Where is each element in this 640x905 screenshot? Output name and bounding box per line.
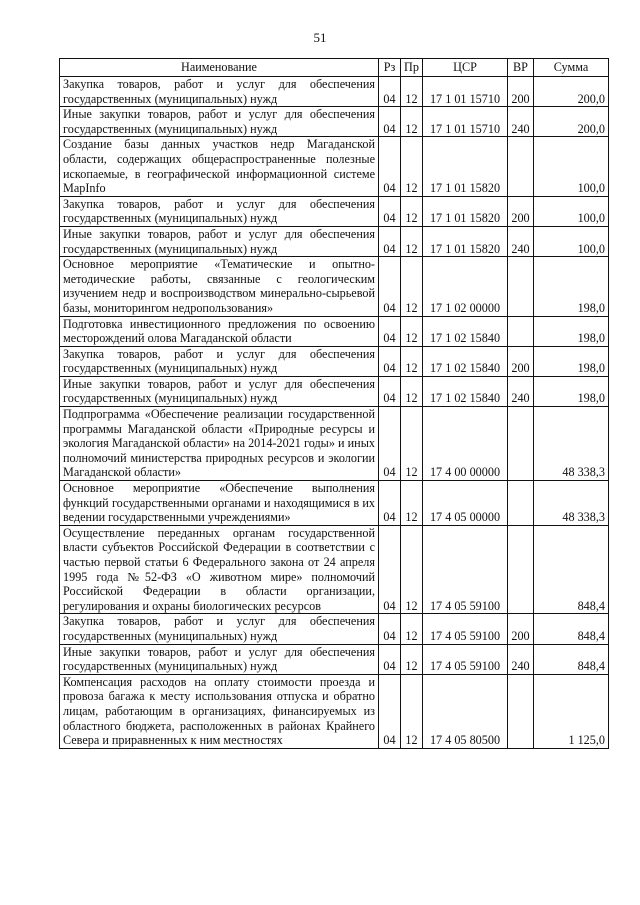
cell-pr: 12 <box>401 316 423 346</box>
cell-pr: 12 <box>401 77 423 107</box>
table-row <box>60 346 609 376</box>
cell-csr: 17 1 02 15840 <box>423 316 508 346</box>
cell-rz: 04 <box>379 674 401 748</box>
cell-csr: 17 1 02 15840 <box>423 346 508 376</box>
cell-name: Основное мероприятие «Тематические и опытно-методические работы, связанные с геологическим изучением недр и воспроизводством минерально-сырьевой базы, мониторингом недропользования» <box>60 257 379 316</box>
cell-name: Иные закупки товаров, работ и услуг для обеспечения государственных (муниципальных) нужд <box>60 376 379 406</box>
cell-csr: 17 4 05 59100 <box>423 525 508 614</box>
cell-pr: 12 <box>401 226 423 256</box>
table-row <box>60 644 609 674</box>
table-row <box>60 614 609 644</box>
cell-name: Иные закупки товаров, работ и услуг для обеспечения государственных (муниципальных) нужд <box>60 644 379 674</box>
table-row <box>60 316 609 346</box>
cell-vr <box>508 316 534 346</box>
cell-vr <box>508 674 534 748</box>
cell-name: Подпрограмма «Обеспечение реализации государственной программы Магаданской области «Природные ресурсы и экология Магаданской области» на 2014-2021 годы» и иных полномочий министерства природных ресурсов и экологии Магаданской области» <box>60 407 379 481</box>
cell-csr: 17 1 01 15820 <box>423 196 508 226</box>
cell-vr: 240 <box>508 376 534 406</box>
cell-csr: 17 4 05 80500 <box>423 674 508 748</box>
cell-sum: 100,0 <box>534 137 609 196</box>
cell-vr <box>508 481 534 526</box>
cell-sum: 100,0 <box>534 196 609 226</box>
cell-csr: 17 4 05 00000 <box>423 481 508 526</box>
cell-sum: 848,4 <box>534 525 609 614</box>
cell-sum: 48 338,3 <box>534 407 609 481</box>
cell-sum: 198,0 <box>534 316 609 346</box>
cell-vr: 240 <box>508 644 534 674</box>
cell-rz: 04 <box>379 316 401 346</box>
cell-pr: 12 <box>401 137 423 196</box>
cell-vr <box>508 525 534 614</box>
header-rz: Рз <box>379 59 401 77</box>
table-row <box>60 481 609 526</box>
table-row <box>60 107 609 137</box>
cell-csr: 17 1 01 15820 <box>423 226 508 256</box>
cell-pr: 12 <box>401 376 423 406</box>
cell-sum: 198,0 <box>534 346 609 376</box>
table-row <box>60 226 609 256</box>
cell-pr: 12 <box>401 196 423 226</box>
table-row <box>60 77 609 107</box>
cell-pr: 12 <box>401 614 423 644</box>
cell-name: Иные закупки товаров, работ и услуг для обеспечения государственных (муниципальных) нужд <box>60 107 379 137</box>
table-row <box>60 137 609 196</box>
header-pr: Пр <box>401 59 423 77</box>
cell-rz: 04 <box>379 614 401 644</box>
cell-vr: 200 <box>508 196 534 226</box>
cell-sum: 200,0 <box>534 107 609 137</box>
cell-rz: 04 <box>379 257 401 316</box>
table-row <box>60 257 609 316</box>
cell-name: Закупка товаров, работ и услуг для обеспечения государственных (муниципальных) нужд <box>60 196 379 226</box>
cell-sum: 848,4 <box>534 644 609 674</box>
page-number: 51 <box>313 30 327 45</box>
cell-rz: 04 <box>379 137 401 196</box>
table-body <box>60 77 609 749</box>
cell-sum: 848,4 <box>534 614 609 644</box>
cell-sum: 100,0 <box>534 226 609 256</box>
cell-name: Закупка товаров, работ и услуг для обеспечения государственных (муниципальных) нужд <box>60 614 379 644</box>
cell-rz: 04 <box>379 107 401 137</box>
cell-vr: 200 <box>508 77 534 107</box>
cell-rz: 04 <box>379 346 401 376</box>
header-sum: Сумма <box>534 59 609 77</box>
table-row <box>60 674 609 748</box>
cell-vr: 200 <box>508 346 534 376</box>
cell-pr: 12 <box>401 257 423 316</box>
table-row <box>60 525 609 614</box>
cell-sum: 48 338,3 <box>534 481 609 526</box>
cell-csr: 17 4 00 00000 <box>423 407 508 481</box>
cell-csr: 17 1 01 15710 <box>423 107 508 137</box>
cell-pr: 12 <box>401 346 423 376</box>
cell-csr: 17 1 01 15710 <box>423 77 508 107</box>
header-csr: ЦСР <box>423 59 508 77</box>
cell-csr: 17 4 05 59100 <box>423 644 508 674</box>
cell-name: Создание базы данных участков недр Магаданской области, содержащих общераспространенные полезные ископаемые, в географической информационной системе MapInfo <box>60 137 379 196</box>
cell-rz: 04 <box>379 644 401 674</box>
header-name: Наименование <box>60 59 379 77</box>
cell-vr <box>508 407 534 481</box>
cell-rz: 04 <box>379 525 401 614</box>
table-row <box>60 196 609 226</box>
cell-sum: 1 125,0 <box>534 674 609 748</box>
cell-pr: 12 <box>401 407 423 481</box>
cell-name: Основное мероприятие «Обеспечение выполнения функций государственными органами и находящимися в их ведении государственными учреждениями» <box>60 481 379 526</box>
cell-csr: 17 1 02 15840 <box>423 376 508 406</box>
cell-sum: 200,0 <box>534 77 609 107</box>
cell-csr: 17 4 05 59100 <box>423 614 508 644</box>
table-row <box>60 407 609 481</box>
cell-rz: 04 <box>379 376 401 406</box>
cell-sum: 198,0 <box>534 376 609 406</box>
cell-rz: 04 <box>379 407 401 481</box>
cell-csr: 17 1 02 00000 <box>423 257 508 316</box>
cell-rz: 04 <box>379 77 401 107</box>
cell-rz: 04 <box>379 226 401 256</box>
cell-pr: 12 <box>401 674 423 748</box>
cell-name: Закупка товаров, работ и услуг для обеспечения государственных (муниципальных) нужд <box>60 77 379 107</box>
cell-name: Подготовка инвестиционного предложения по освоению месторождений олова Магаданской области <box>60 316 379 346</box>
cell-name: Компенсация расходов на оплату стоимости проезда и провоза багажа к месту использования отпуска и обратно лицам, работающим в организациях, финансируемых из областного бюджета, расположенных в районах Крайнего Севера и приравненных к ним местностях <box>60 674 379 748</box>
cell-name: Закупка товаров, работ и услуг для обеспечения государственных (муниципальных) нужд <box>60 346 379 376</box>
cell-vr: 200 <box>508 614 534 644</box>
cell-name: Иные закупки товаров, работ и услуг для обеспечения государственных (муниципальных) нужд <box>60 226 379 256</box>
cell-name: Осуществление переданных органам государственной власти субъектов Российской Федерации в соответствии с частью первой статьи 6 Федерального закона от 24 апреля 1995 года №52-ФЗ «О животном мире» полномочий Российской Федерации в области организации, регулирования и охраны биологических ресурсов <box>60 525 379 614</box>
cell-rz: 04 <box>379 481 401 526</box>
cell-pr: 12 <box>401 525 423 614</box>
table-row <box>60 376 609 406</box>
cell-pr: 12 <box>401 107 423 137</box>
cell-pr: 12 <box>401 481 423 526</box>
cell-sum: 198,0 <box>534 257 609 316</box>
cell-vr: 240 <box>508 107 534 137</box>
table-header-row <box>60 59 609 77</box>
cell-csr: 17 1 01 15820 <box>423 137 508 196</box>
cell-vr: 240 <box>508 226 534 256</box>
header-vr: ВР <box>508 59 534 77</box>
cell-vr <box>508 137 534 196</box>
budget-table <box>59 58 609 749</box>
cell-vr <box>508 257 534 316</box>
cell-rz: 04 <box>379 196 401 226</box>
cell-pr: 12 <box>401 644 423 674</box>
